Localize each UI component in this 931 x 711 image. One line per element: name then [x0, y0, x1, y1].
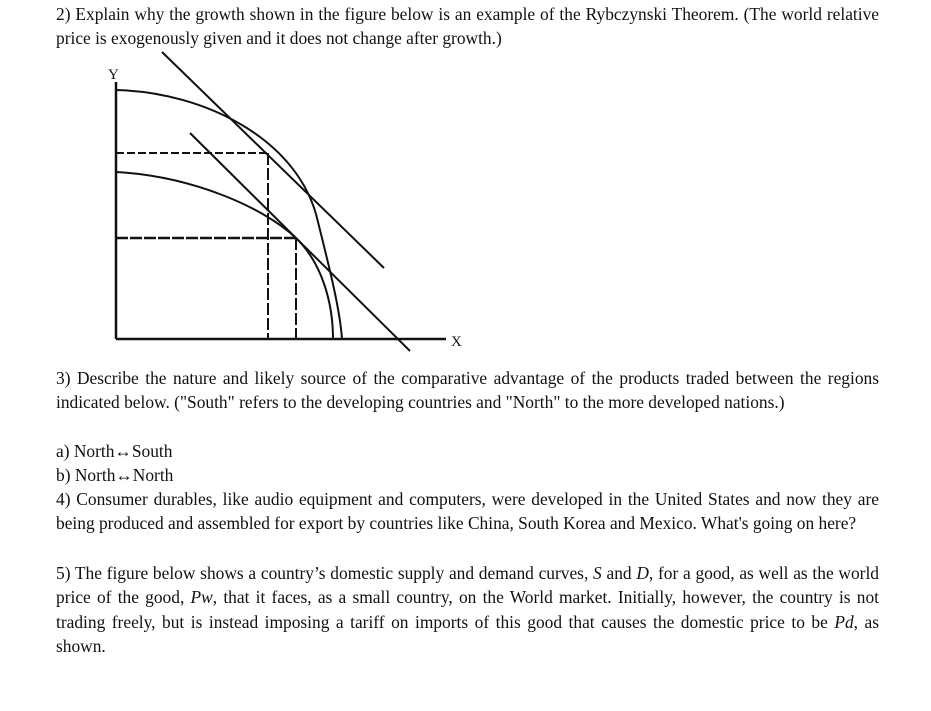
y-axis-label: Y	[108, 67, 119, 83]
demand-variable: D	[636, 563, 649, 583]
supply-variable: S	[593, 563, 602, 583]
price-line-after-growth	[162, 52, 384, 268]
question-5-text-part-1: 5) The figure below shows a country’s domestic supply and demand curves,	[56, 563, 594, 583]
world-price-variable: Pw	[190, 587, 213, 608]
domestic-price-variable: Pd	[834, 611, 854, 632]
ppf-after-growth	[116, 90, 342, 339]
rybczynski-ppf-figure	[0, 50, 931, 360]
question-5-text-part-3: , that it faces, as a small country, on the World market. Initially, however, the country is not trading freely, but is instead imposing a tariff on imports of this good that causes the domestic price to be	[56, 587, 879, 632]
question-3-part-b: b) North↔North	[56, 465, 174, 485]
x-axis-label: X	[451, 334, 462, 350]
ppf-before-growth	[116, 172, 333, 339]
question-2-text: 2) Explain why the growth shown in the figure below is an example of the Rybczynski Theorem. (The world relative price is exogenously given and it does not change after growth.)	[56, 4, 879, 49]
price-line-before-growth	[190, 133, 410, 351]
question-3-text: 3) Describe the nature and likely source of the comparative advantage of the products traded between the regions indicated below. ("South" refers to the developing countries and "North" to the more developed nations.)	[56, 368, 879, 413]
question-5-text-part-4: , as shown.	[56, 611, 880, 657]
question-5-and-word: and	[601, 563, 637, 583]
question-5-text	[56, 561, 879, 659]
question-4-text: 4) Consumer durables, like audio equipment and computers, were developed in the United States and now they are being produced and assembled for export by countries like China, South Korea and Mexico. What's going on here?	[56, 489, 879, 534]
question-3-part-a: a) North↔South	[56, 441, 173, 461]
question-5-text-part-2: , for a good, as well as the world price of the good,	[56, 563, 879, 608]
